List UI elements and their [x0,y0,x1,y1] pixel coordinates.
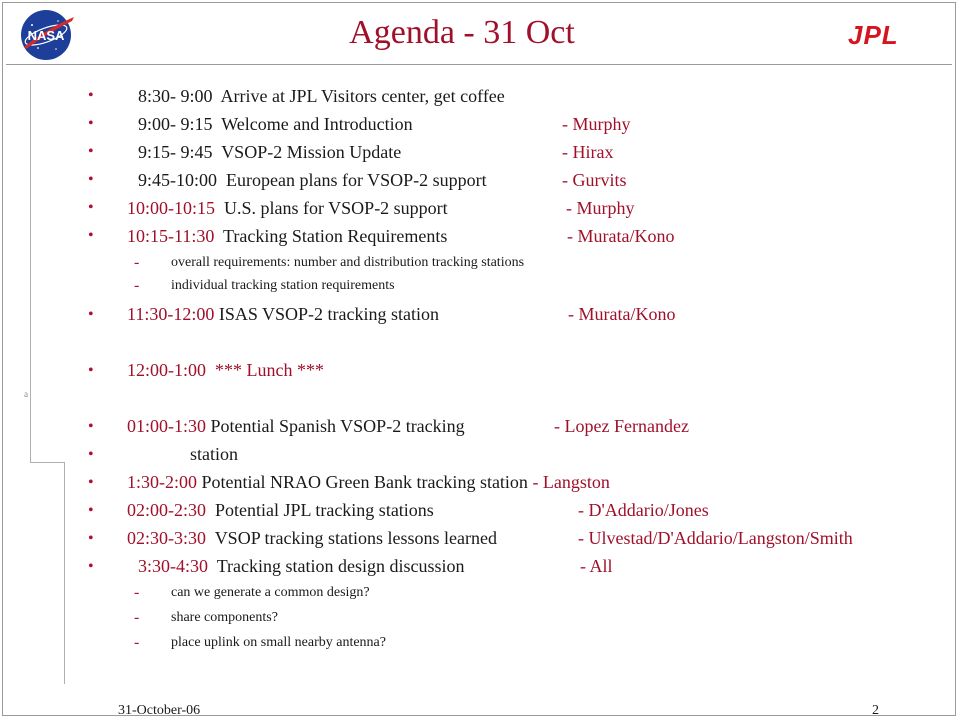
bullet: • [88,446,94,463]
agenda-item [138,86,505,107]
agenda-item [138,170,487,191]
agenda-topic: *** Lunch *** [215,360,324,380]
agenda-topic: station [190,444,238,464]
page-number: 2 [872,703,879,718]
margin-line-lower [64,462,65,684]
title-divider [6,64,952,65]
agenda-time: 02:30-3:30 [127,528,206,548]
margin-line-step [30,462,64,463]
agenda-item [138,556,465,577]
agenda-topic: Tracking station design discussion [216,556,465,576]
bullet: • [88,306,94,323]
sub-item: individual tracking station requirements [171,278,395,293]
bullet: • [88,115,94,132]
agenda-item [127,500,434,521]
svg-text:JPL: JPL [848,22,899,48]
margin-line [30,80,31,462]
slide-title: Agenda - 31 Oct [349,14,575,51]
agenda-speaker: - Ulvestad/D'Addario/Langston/Smith [578,528,853,548]
dash: - [134,609,140,626]
bullet: • [88,87,94,104]
agenda-topic: European plans for VSOP-2 support [226,170,487,190]
agenda-topic: VSOP tracking stations lessons learned [214,528,497,548]
agenda-item [127,226,447,247]
margin-mark: a [24,389,28,399]
bullet: • [88,143,94,160]
dash: - [134,277,140,294]
agenda-item [138,114,413,135]
agenda-item [127,528,497,549]
agenda-speaker: - All [580,556,613,576]
agenda-topic: Potential NRAO Green Bank tracking station [201,472,528,492]
bullet: • [88,171,94,188]
agenda-item [127,304,439,325]
dash: - [134,634,140,651]
footer-date: 31-October-06 [118,703,201,718]
agenda-time: 1:30-2:00 [127,472,197,492]
agenda-topic: ISAS VSOP-2 tracking station [218,304,440,324]
agenda-speaker: - Murphy [566,198,635,218]
agenda-topic: U.S. plans for VSOP-2 support [224,198,448,218]
agenda-item [138,142,401,163]
bullet: • [88,227,94,244]
agenda-topic: Potential JPL tracking stations [215,500,434,520]
agenda-speaker: - Murata/Kono [568,304,676,324]
bullet: • [88,362,94,379]
bullet: • [88,474,94,491]
agenda-speaker: - Gurvits [562,170,627,190]
slide-frame [2,2,956,716]
bullet: • [88,502,94,519]
agenda-item [127,360,324,381]
agenda-time: 10:00-10:15 [127,198,215,218]
agenda-time: 9:15- 9:45 [138,142,213,162]
agenda-speaker: - D'Addario/Jones [578,500,709,520]
agenda-time: 11:30-12:00 [127,304,215,324]
agenda-speaker: - Lopez Fernandez [554,416,689,436]
agenda-time: 10:15-11:30 [127,226,215,246]
dash: - [134,584,140,601]
agenda-topic: Arrive at JPL Visitors center, get coffee [220,86,505,106]
agenda-time: 3:30-4:30 [138,556,208,576]
agenda-time: 9:00- 9:15 [138,114,213,134]
sub-item: share components? [171,610,278,625]
dash: - [134,254,140,271]
sub-item: place uplink on small nearby antenna? [171,635,386,650]
agenda-topic: Tracking Station Requirements [223,226,448,246]
agenda-item [127,416,465,437]
bullet: • [88,418,94,435]
bullet: • [88,530,94,547]
agenda-speaker: - Murphy [562,114,631,134]
agenda-topic: Potential Spanish VSOP-2 tracking [210,416,465,436]
agenda-speaker: - Hirax [562,142,614,162]
bullet: • [88,558,94,575]
agenda-time: 9:45-10:00 [138,170,217,190]
agenda-topic: Welcome and Introduction [221,114,413,134]
agenda-speaker: - Langston [532,472,610,492]
agenda-item [127,198,448,219]
agenda-topic: VSOP-2 Mission Update [221,142,402,162]
bullet: • [88,199,94,216]
sub-item: can we generate a common design? [171,585,370,600]
agenda-time: 02:00-2:30 [127,500,206,520]
agenda-time: 8:30- 9:00 [138,86,213,106]
agenda-item [127,472,610,493]
svg-text:NASA: NASA [27,28,65,43]
agenda-time: 12:00-1:00 [127,360,206,380]
agenda-speaker: - Murata/Kono [567,226,675,246]
agenda-time: 01:00-1:30 [127,416,206,436]
sub-item: overall requirements: number and distribution tracking stations [171,255,525,270]
